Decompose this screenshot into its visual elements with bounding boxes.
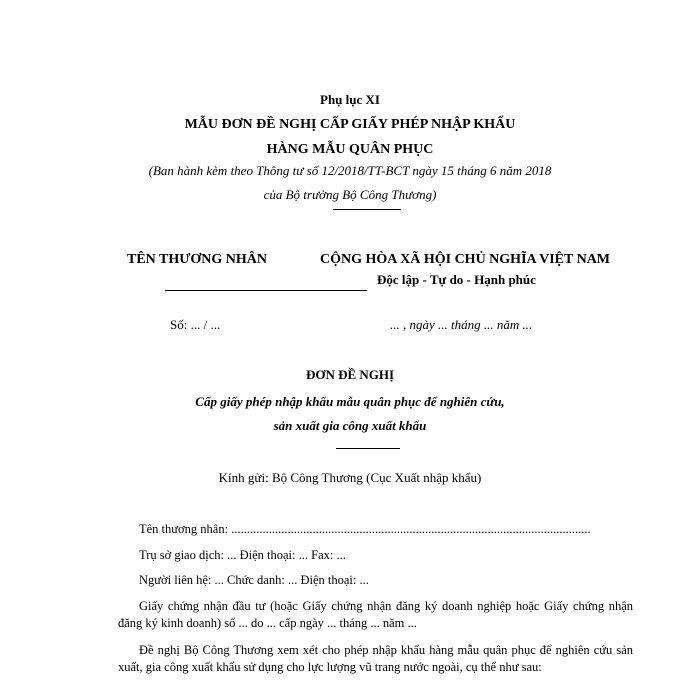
national-motto: Độc lập - Tự do - Hạnh phúc (377, 272, 536, 287)
form-title-divider (336, 448, 400, 449)
document-title-line-1: MẪU ĐƠN ĐỀ NGHỊ CẤP GIẤY PHÉP NHẬP KHẨU (184, 117, 516, 132)
document-date: ... , ngày ... tháng ... năm ... (390, 317, 533, 332)
trader-name-heading: TÊN THƯƠNG NHÂN (127, 252, 268, 267)
issued-note-line-2: của Bộ trưởng Bộ Công Thương) (263, 187, 437, 202)
trader-name-field: Tên thương nhân: ................................................................................................................... (139, 522, 591, 536)
form-subtitle-line-1: Cấp giấy phép nhập khẩu mẫu quân phục để nghiên cứu, (195, 394, 505, 409)
certificate-paragraph: Giấy chứng nhận đầu tư (hoặc Giấy chứng nhận đăng ký doanh nghiệp hoặc Giấy chứng nhận đăng ký kinh doanh) số ... do ... cấp ngày ... tháng ... năm ... (118, 599, 633, 630)
office-field: Trụ sở giao dịch: ... Điện thoại: ... Fax: ... (139, 548, 346, 562)
form-subtitle-line-2: sản xuất gia công xuất khẩu (273, 418, 427, 433)
contact-field: Người liên hệ: ... Chức danh: ... Điện thoại: ... (139, 573, 369, 587)
appendix-label: Phụ lục XI (320, 92, 380, 107)
country-heading: CỘNG HÒA XÃ HỘI CHỦ NGHĨA VIỆT NAM (320, 252, 611, 267)
recipient-line: Kính gửi: Bộ Công Thương (Cục Xuất nhập khẩu) (218, 470, 482, 485)
issued-note-line-1: (Ban hành kèm theo Thông tư số 12/2018/TT-BCT ngày 15 tháng 6 năm 2018 (148, 163, 552, 178)
document-number: Số: ... / ... (170, 317, 221, 332)
header-divider (333, 209, 401, 210)
form-title: ĐƠN ĐỀ NGHỊ (305, 367, 395, 382)
document-title-line-2: HÀNG MẪU QUÂN PHỤC (266, 142, 434, 157)
request-paragraph: Đề nghị Bộ Công Thương xem xét cho phép nhập khẩu hàng mẫu quân phục để nghiên cứu sản xuất, gia công xuất khẩu sử dụng cho lực lượng vũ trang nước ngoài, cụ thể như sau: (118, 643, 633, 674)
trader-name-underline (165, 290, 367, 291)
